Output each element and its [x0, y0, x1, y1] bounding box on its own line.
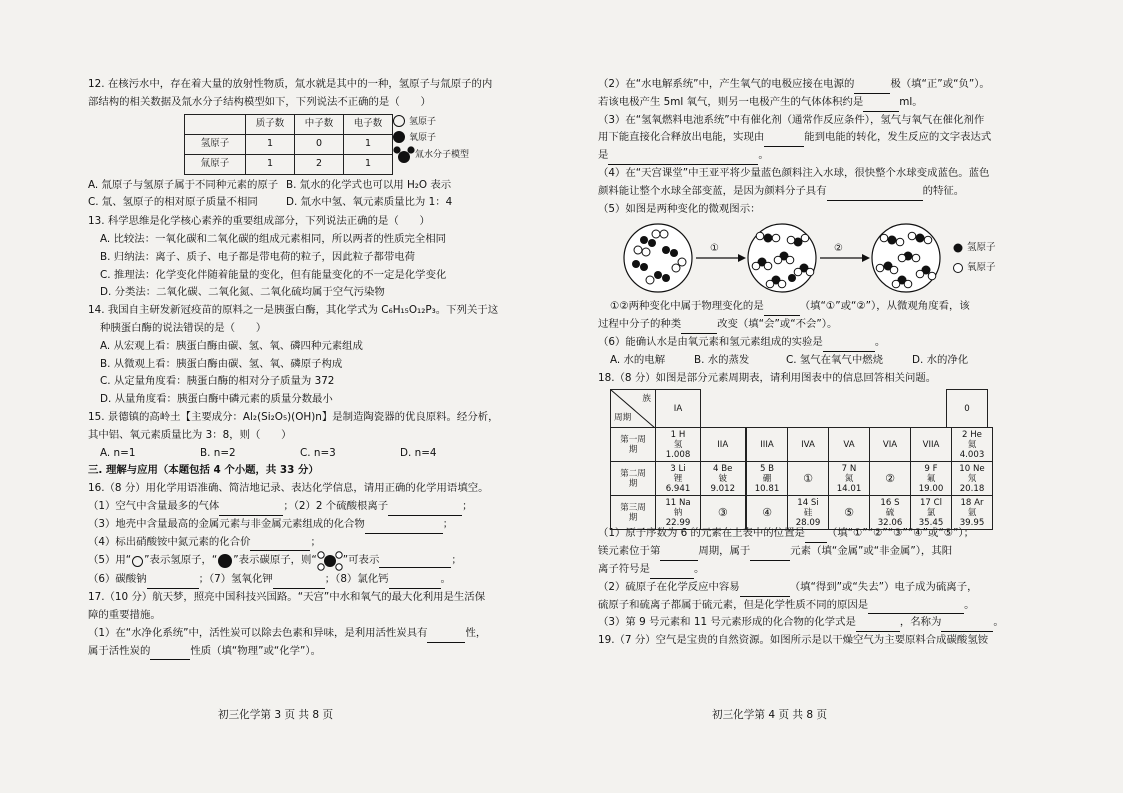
- answer-blank[interactable]: [427, 629, 465, 643]
- element-symbol: Ne: [972, 463, 985, 474]
- left-page: [88, 76, 499, 660]
- element-symbol: S: [894, 497, 900, 508]
- element-b: [747, 462, 788, 496]
- q19-stem: 19.（7 分）空气是宝贵的自然资源。如图所示是以干燥空气为主要原料合成碳酸氢铵: [598, 634, 989, 647]
- page-footer-left: 初三化学第 3 页 共 8 页: [218, 709, 334, 721]
- element-symbol: B: [768, 463, 775, 474]
- q17-3-line2: [598, 129, 1006, 147]
- q17-4-text: 的特征。: [922, 184, 965, 197]
- element-symbol: F: [932, 463, 938, 474]
- q18-1-text: （填“①”“②”“③”“④”或“⑤”）；: [826, 527, 975, 540]
- tritium-water-model-icon: [393, 146, 415, 164]
- answer-blank[interactable]: [764, 302, 800, 316]
- answer-blank[interactable]: [365, 520, 443, 534]
- q16-8-text: ；（8）氯化钙: [324, 573, 389, 586]
- option-d: D. 水的净化: [912, 353, 969, 366]
- q15-stem-line1: 15. 景德镇的高岭土【主要成分：Al₂(Si₂O₅)(OH)n】是制造陶瓷器的优良原料。经分析，: [88, 410, 499, 423]
- q16-line5: （5）用“ ”表示氢原子，“ ”表示碳原子，则“ ”可表示 ；: [88, 551, 496, 571]
- element-ne: [952, 462, 993, 496]
- answer-blank[interactable]: [681, 320, 717, 334]
- element-symbol: Ar: [974, 497, 984, 508]
- answer-blank[interactable]: [650, 565, 694, 579]
- element-name: 锂: [673, 473, 683, 484]
- q17-1-text: 性，: [465, 626, 487, 639]
- period-label-text: 第一周期: [620, 434, 646, 455]
- option-c: C. 从定量角度看：胰蛋白酶的相对分子质量为 372: [100, 375, 335, 388]
- micro-change-diagram: [598, 220, 1006, 296]
- q18-3-line: （3）第 9 号元素和 11 号元素形成的化合物的化学式是 ，名称为 。: [598, 614, 1006, 632]
- atomic-number: 16: [880, 497, 892, 508]
- hydrogen-atom-icon: [393, 115, 405, 127]
- q17-5-text: 过程中分子的种类: [598, 318, 682, 331]
- q16-line1: （1）空气中含量最多的气体 ；（2）2 个硫酸根离子 ；: [88, 498, 496, 516]
- table-cell: 1: [344, 134, 393, 154]
- carbon-atom-icon: [218, 554, 232, 568]
- q17-4-line2: [598, 183, 1006, 201]
- atomic-mass: 28.09: [795, 517, 821, 528]
- answer-blank[interactable]: [750, 547, 790, 561]
- q18-2-text: 硫原子和硫离子都属于硫元素，但是化学性质不同的原因是: [598, 598, 869, 611]
- q16-5-text: （5）用“: [88, 554, 132, 567]
- periodic-table-right: [746, 427, 993, 530]
- periodic-table: [598, 389, 1006, 528]
- q17-3-line3: 是 。: [598, 147, 1006, 165]
- placeholder-cell: ②: [870, 462, 911, 496]
- atomic-mass: 20.18: [959, 483, 985, 494]
- option-b: B. 氚水的化学式也可以用 H₂O 表示: [286, 178, 452, 191]
- q16-line6: （6）碳酸钠 ；（7）氢氧化钾 ；（8）氯化钙 。: [88, 571, 496, 589]
- option-d: D. 分类法：二氧化碳、二氧化氮、二氧化硫均属于空气污染物: [100, 286, 385, 299]
- option-d: D. n=4: [400, 446, 437, 459]
- option-b: B. 水的蒸发: [694, 353, 750, 366]
- answer-blank[interactable]: [868, 600, 964, 614]
- q16-7-text: ；（7）氢氧化钾: [198, 573, 273, 586]
- hydrogen-atom-icon: [132, 556, 143, 567]
- q16-5-text: ”可表示: [342, 554, 380, 567]
- atomic-mass: 19.00: [918, 483, 944, 494]
- element-symbol: Si: [810, 497, 819, 508]
- q17-1-line1: [88, 625, 496, 643]
- answer-blank[interactable]: [388, 502, 462, 516]
- q17-4-line1: （4）在“天宫课堂”中王亚平将少量蓝色颜料注入水球，很快整个水球变成蓝色。蓝色: [598, 166, 990, 179]
- element-ar: [952, 496, 993, 530]
- answer-blank[interactable]: [250, 537, 310, 551]
- option-a: A. 氚原子与氢原子属于不同种元素的原子: [88, 178, 279, 191]
- q18-1-text: 元素（填“金属”或“非金属”），其阳: [790, 545, 953, 558]
- atomic-mass: 22.99: [665, 517, 691, 528]
- option-d: D. 从量角度看：胰蛋白酶中磷元素的质量分数最小: [100, 393, 333, 406]
- answer-blank[interactable]: [941, 618, 993, 632]
- answer-blank[interactable]: [805, 529, 827, 543]
- element-symbol: Be: [721, 463, 733, 474]
- group-label: IVA: [788, 428, 829, 462]
- element-name: 硼: [762, 473, 772, 484]
- element-symbol: He: [970, 429, 982, 440]
- element-he: [952, 428, 993, 462]
- corner-label-period: 周期: [614, 413, 632, 424]
- q13-stem: 13. 科学思维是化学核心素养的重要组成部分，下列说法正确的是（ ）: [88, 215, 430, 228]
- atomic-number: 11: [665, 497, 677, 508]
- answer-blank[interactable]: [273, 575, 325, 589]
- atomic-mass: 10.81: [754, 483, 780, 494]
- q16-line4: （4）标出硝酸铵中氮元素的化合价 ；: [88, 534, 496, 552]
- placeholder-cell: ⑤: [829, 496, 870, 530]
- atomic-number: 1: [670, 429, 677, 440]
- element-name: 氢: [673, 439, 683, 450]
- option-a: A. 从宏观上看：胰蛋白酶由碳、氢、氧、磷四种元素组成: [100, 339, 363, 352]
- right-page: [598, 76, 1006, 650]
- q17-1-text: （1）在“水净化系统”中，活性炭可以除去色素和异味，是利用活性炭具有: [88, 626, 428, 639]
- q18-1-text: 镁元素位于第: [598, 545, 661, 558]
- methane-model-icon: [317, 551, 343, 571]
- element-name: 氯: [926, 507, 936, 518]
- q17-2-line1: [598, 76, 1006, 94]
- element-si: [788, 496, 829, 530]
- element-symbol: H: [678, 429, 686, 440]
- period-label: [611, 428, 656, 462]
- element-name: 钠: [673, 507, 683, 518]
- option-a: A. n=1: [100, 446, 136, 459]
- answer-blank[interactable]: [379, 554, 451, 568]
- option-a: A. 水的电解: [610, 353, 666, 366]
- q12-legend: [393, 114, 469, 164]
- q14-stem-line2: 种胰蛋白酶的说法错误的是（ ）: [100, 321, 267, 334]
- atomic-number: 10: [959, 463, 971, 474]
- answer-blank[interactable]: [608, 151, 758, 165]
- q16-4-text: （4）标出硝酸铵中氮元素的化合价: [88, 535, 251, 548]
- option-c: C. 推理法：化学变化伴随着能量的变化，但有能量变化的不一定是化学变化: [100, 268, 447, 281]
- atomic-mass: 1.008: [665, 449, 691, 460]
- answer-blank[interactable]: [147, 575, 199, 589]
- atomic-mass: 6.941: [665, 483, 691, 494]
- atomic-number: 5: [759, 463, 766, 474]
- q18-2-text: （2）硫原子在化学反应中容易: [598, 580, 740, 593]
- q17-3-line1: （3）在“氢氧燃料电池系统”中有催化剂（通常作反应条件），氢气与氧气在催化剂作: [598, 113, 985, 126]
- q17-2-text: 极（填“正”或“负”）。: [890, 78, 990, 90]
- table-header: 中子数: [295, 114, 344, 134]
- q17-1-line2: [88, 643, 496, 661]
- q18-1-text: （1）原子序数为 6 的元素在上表中的位置是: [598, 527, 805, 540]
- q18-3-text: （3）第 9 号元素和 11 号元素形成的化合物的化学式是: [598, 616, 856, 629]
- q16-6-text: （6）碳酸钠: [88, 573, 147, 586]
- placeholder-cell: ④: [747, 496, 788, 530]
- option-c: C. n=3: [300, 446, 336, 459]
- q14-stem-line1: 14. 我国自主研发新冠疫苗的原料之一是胰蛋白酶，其化学式为 C₆H₁₅O₁₂P₃。下列关于这: [88, 304, 499, 317]
- group-label: VIIA: [911, 428, 952, 462]
- element-symbol: Cl: [933, 497, 943, 508]
- periodic-table-group0: [946, 389, 988, 428]
- legend-oxygen: 氧原子: [967, 262, 996, 274]
- atomic-number: 3: [670, 463, 676, 474]
- q17-2-text: （2）在“水电解系统”中，产生氧气的电极应接在电源的: [598, 78, 855, 90]
- arrow-label-1: ①: [710, 243, 719, 255]
- atomic-mass: 14.01: [836, 483, 862, 494]
- placeholder-cell: ③: [701, 496, 746, 530]
- group-label: IIIA: [747, 428, 788, 462]
- element-s: [870, 496, 911, 530]
- legend-label: 氧原子: [409, 132, 437, 143]
- element-name: 氦: [967, 439, 977, 450]
- q16-2-text: ；（2）2 个硫酸根离子: [283, 499, 389, 512]
- element-name: 氖: [967, 473, 977, 484]
- answer-blank[interactable]: [389, 575, 441, 589]
- atomic-number: 17: [919, 497, 931, 508]
- answer-blank[interactable]: [856, 618, 900, 632]
- q17-5-line1: （5）如图是两种变化的微观图示：: [598, 202, 761, 215]
- group-label: 0: [947, 390, 988, 428]
- q18-3-text: ，名称为: [899, 616, 942, 629]
- option-c: C. 氚、氢原子的相对原子质量不相同: [88, 196, 258, 209]
- element-name: 氩: [967, 507, 977, 518]
- q16-3-text: （3）地壳中含量最高的金属元素与非金属元素组成的化合物: [88, 517, 365, 530]
- element-name: 氟: [926, 473, 936, 484]
- q12-stem-line2: 部结构的相关数据及氚水分子结构模型如下，下列说法不正确的是（ ）: [88, 95, 431, 108]
- empty-cell: [701, 390, 746, 428]
- q18-2-text: （填“得到”或“失去”）电子成为硫离子，: [789, 580, 978, 593]
- q17-6-text: （6）能确认水是由氧元素和氢元素组成的实验是: [598, 335, 823, 348]
- q12-options-row1: [88, 177, 496, 195]
- table-cell: 氚原子: [185, 154, 246, 174]
- q18-2-line1: [598, 579, 1006, 597]
- period-label: [611, 462, 656, 496]
- group-label: VIA: [870, 428, 911, 462]
- q18-1-text: 离子符号是: [598, 562, 650, 575]
- table-cell: 0: [295, 134, 344, 154]
- q17-6-options: [598, 352, 1006, 370]
- element-h: [656, 428, 701, 462]
- answer-blank[interactable]: [740, 583, 790, 597]
- q15-stem-line2: 其中铝、氧元素质量比为 3：8，则（ ）: [88, 428, 292, 441]
- q17-5-text: ①②两种变化中属于物理变化的是: [610, 300, 764, 313]
- period-label-text: 第二周期: [620, 468, 646, 489]
- element-symbol: N: [849, 463, 857, 474]
- q17-6-line: （6）能确认水是由氧元素和氢元素组成的实验是 。: [598, 334, 1006, 352]
- option-d: D. 氚水中氢、氧元素质量比为 1：4: [286, 196, 453, 209]
- legend-label: 氚水分子模型: [415, 149, 470, 160]
- table-header: 电子数: [344, 114, 393, 134]
- option-b: B. n=2: [200, 446, 236, 459]
- q17-2-text: ml。: [899, 95, 923, 108]
- placeholder-cell: ①: [788, 462, 829, 496]
- q18-stem: 18.（8 分）如图是部分元素周期表，请利用图表中的信息回答相关问题。: [598, 371, 937, 384]
- group-label: IIA: [701, 428, 746, 462]
- q17-1-text: 属于活性炭的: [88, 644, 151, 657]
- q17-2-text: 若该电极产生 5ml 氧气，则另一电极产生的气体体积约是: [598, 95, 864, 108]
- q17-5-text: （填“①”或“②”），从微观角度看，该: [799, 300, 970, 313]
- q18-1-line2: [598, 543, 1006, 561]
- element-name: 铍: [718, 473, 728, 484]
- q17-3-text: 是: [598, 149, 609, 162]
- q17-5-line3: [598, 316, 1006, 334]
- element-na: [656, 496, 701, 530]
- group-label: IA: [656, 390, 701, 428]
- page-footer-right: 初三化学第 4 页 共 8 页: [712, 709, 828, 721]
- q17-stem-line2: 障的重要措施。: [88, 608, 161, 621]
- q16-1-text: （1）空气中含量最多的气体: [88, 499, 220, 512]
- micro-change-svg: [598, 220, 1006, 296]
- group-label: VA: [829, 428, 870, 462]
- answer-blank[interactable]: [219, 502, 283, 516]
- q12-stem-line1: 12. 在核污水中，存在着大量的放射性物质，氚水就是其中的一种，氢原子与氚原子的内: [88, 78, 493, 90]
- q17-stem-line1: 17.（10 分）航天梦，照亮中国科技兴国路。“天宫”中水和氧气的最大化利用是生活保: [88, 591, 486, 604]
- legend-hydrogen: 氢原子: [967, 242, 996, 254]
- q17-3-text: 能到电能的转化，发生反应的文字表达式: [804, 131, 992, 144]
- table-cell: 1: [246, 154, 295, 174]
- element-li: [656, 462, 701, 496]
- q16-5-text: ”表示氢原子，“: [144, 554, 218, 567]
- period-label: [611, 496, 656, 530]
- q18-1-text: 周期，属于: [698, 545, 751, 558]
- answer-blank[interactable]: [823, 338, 875, 352]
- table-cell: 2: [295, 154, 344, 174]
- q17-1-text: 性质（填“物理”或“化学”）。: [190, 644, 321, 657]
- q16-stem: 16.（8 分）用化学用语准确、简洁地记录、表达化学信息，请用正确的化学用语填空。: [88, 482, 489, 495]
- q15-options: [88, 445, 496, 463]
- q18-1-line3: 离子符号是 。: [598, 561, 1006, 579]
- period-label-text: 第三周期: [620, 502, 646, 523]
- element-cl: [911, 496, 952, 530]
- legend-label: 氢原子: [409, 116, 437, 127]
- atomic-number: 9: [924, 463, 930, 474]
- atomic-mass: 9.012: [710, 483, 736, 494]
- q17-2-line2: [598, 94, 1006, 112]
- atomic-mass: 4.003: [959, 449, 985, 460]
- element-symbol: Li: [678, 463, 686, 474]
- answer-blank[interactable]: [863, 98, 899, 112]
- q16-line3: （3）地壳中含量最高的金属元素与非金属元素组成的化合物 ；: [88, 516, 496, 534]
- atomic-mass: 39.95: [959, 517, 985, 528]
- element-name: 硅: [803, 507, 813, 518]
- section-heading: 三. 理解与应用（本题包括 4 个小题，共 33 分）: [88, 464, 319, 477]
- atomic-number: 2: [962, 429, 968, 440]
- table-cell: 1: [246, 134, 295, 154]
- corner-label-group: 族: [642, 394, 651, 405]
- q16-5-text: ”表示碳原子，则“: [233, 554, 317, 567]
- element-n: [829, 462, 870, 496]
- table-header: [185, 114, 246, 134]
- answer-blank[interactable]: [827, 187, 923, 201]
- option-c: C. 氢气在氧气中燃烧: [786, 353, 883, 366]
- element-name: 硫: [885, 507, 895, 518]
- q17-5-text: 改变（填“会”或“不会”）。: [717, 318, 838, 331]
- q12-figure: [88, 114, 496, 175]
- q12-options-row2: [88, 194, 496, 212]
- atomic-number: 4: [713, 463, 719, 474]
- atomic-mass: 35.45: [918, 517, 944, 528]
- atomic-mass: 32.06: [877, 517, 903, 528]
- option-a: A. 比较法：一氧化碳和二氧化碳的组成元素相同，所以两者的性质完全相同: [100, 232, 447, 245]
- element-f: [911, 462, 952, 496]
- option-b: B. 归纳法：离子、质子、电子都是带电荷的粒子，因此粒子都带电荷: [100, 250, 416, 263]
- table-cell: 1: [344, 154, 393, 174]
- answer-blank[interactable]: [764, 133, 804, 147]
- oxygen-atom-icon: [393, 131, 405, 143]
- periodic-table-left: [610, 389, 746, 530]
- answer-blank[interactable]: [854, 80, 890, 94]
- atomic-number: 14: [797, 497, 809, 508]
- arrow-label-2: ②: [834, 243, 843, 255]
- table-cell: 氢原子: [185, 134, 246, 154]
- q17-4-text: 颜料能让整个水球全部变蓝，是因为颜料分子具有: [598, 184, 827, 197]
- table-corner: [611, 390, 656, 428]
- q12-table: [184, 114, 393, 175]
- element-symbol: Na: [678, 497, 691, 508]
- q18-2-line2: 硫原子和硫离子都属于硫元素，但是化学性质不同的原因是 。: [598, 597, 1006, 615]
- answer-blank[interactable]: [660, 547, 698, 561]
- answer-blank[interactable]: [150, 646, 190, 660]
- atomic-number: 18: [960, 497, 972, 508]
- element-be: [701, 462, 746, 496]
- table-header: 质子数: [246, 114, 295, 134]
- atomic-number: 7: [841, 463, 848, 474]
- q17-3-text: 用下能直接化合释放出电能，实现由: [598, 131, 765, 144]
- q17-5-line2: [598, 298, 1006, 316]
- option-b: B. 从微观上看：胰蛋白酶由碳、氢、氧、磷原子构成: [100, 357, 343, 370]
- element-name: 氮: [844, 473, 854, 484]
